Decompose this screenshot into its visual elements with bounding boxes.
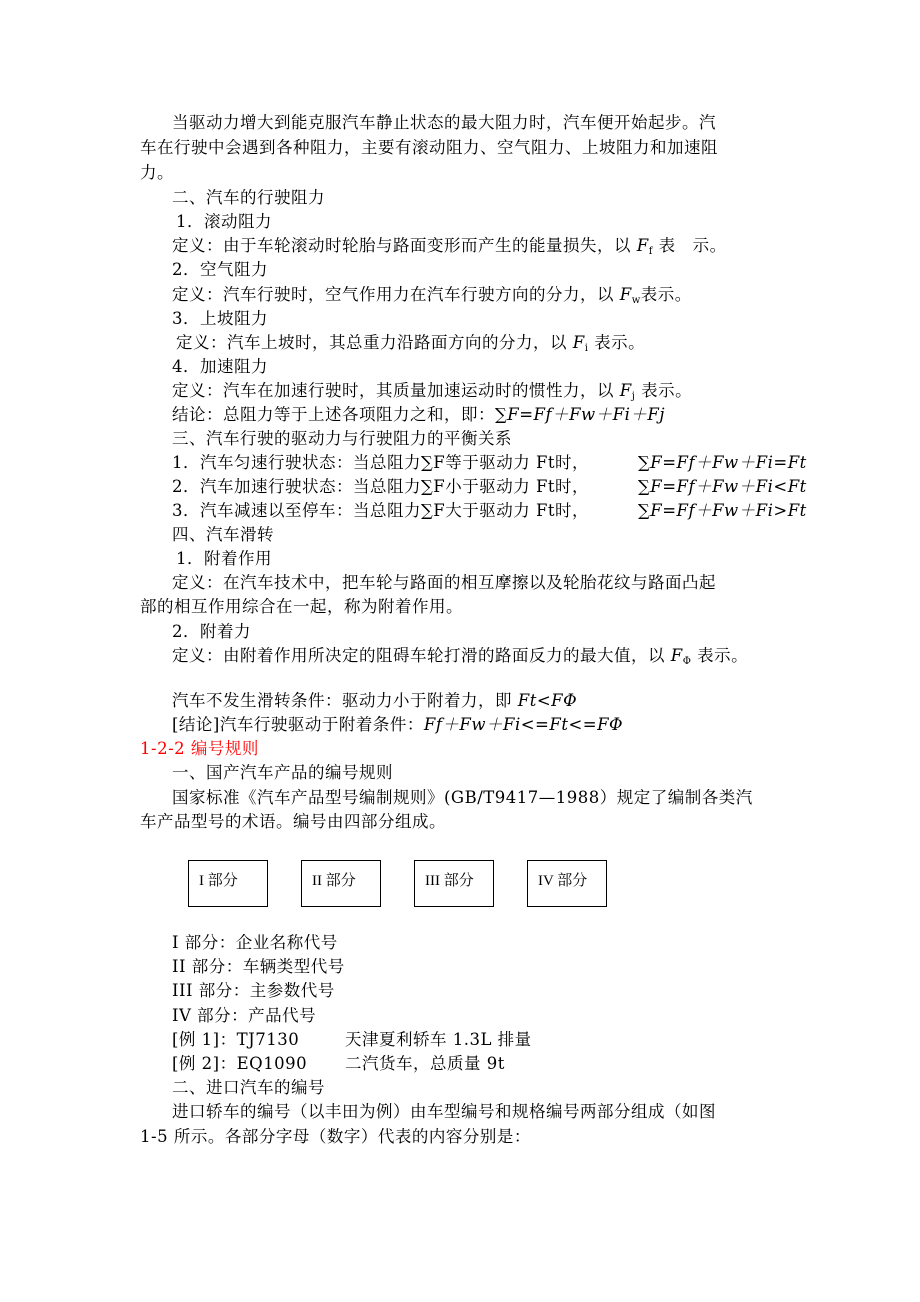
section-3-state-3: 3．汽车减速以至停车：当总阻力∑F大于驱动力 Ft时，	[172, 501, 590, 520]
section-3-title: 三、汽车行驶的驱动力与行驶阻力的平衡关系	[172, 429, 512, 448]
part-box-4: IV 部分	[527, 860, 607, 907]
section-3-formula-2: ∑F=Ff＋Fw＋Fi<Ft	[638, 477, 807, 496]
numbering-para-line-1: 国家标准《汽车产品型号编制规则》(GB/T9417—1988）规定了编制各类汽	[172, 788, 753, 807]
section-3-state-2: 2．汽车加速行驶状态：当总阻力∑F小于驱动力 Ft时，	[172, 477, 590, 496]
section-2-def-2: 定义：汽车行驶时，空气作用力在汽车行驶方向的分力，以 $F_w$表示。	[172, 285, 692, 306]
example-1-desc: 天津夏利轿车 1.3L 排量	[345, 1030, 532, 1049]
section-3-formula-3: ∑F=Ff＋Fw＋Fi>Ft	[638, 501, 807, 520]
section-4-title: 四、汽车滑转	[172, 525, 274, 544]
section-4-item-2: 2．附着力	[172, 622, 251, 641]
intro-line-3: 力。	[140, 163, 174, 182]
part-desc-1: I 部分：企业名称代号	[172, 933, 338, 952]
section-4-def-1-line-1: 定义：在汽车技术中，把车轮与路面的相互摩擦以及轮胎花纹与路面凸起	[172, 573, 716, 592]
part-desc-2: II 部分：车辆类型代号	[172, 957, 345, 976]
section-2-item-1: 1．滚动阻力	[176, 212, 272, 231]
numbering-sub-1: 一、国产汽车产品的编号规则	[172, 763, 393, 782]
part-desc-4: IV 部分：产品代号	[172, 1006, 317, 1025]
section-3-formula-1: ∑F=Ff＋Fw＋Fi=Ft	[638, 453, 807, 472]
part-desc-3: III 部分：主参数代号	[172, 981, 335, 1000]
import-para-line-1: 进口轿车的编号（以丰田为例）由车型编号和规格编号两部分组成（如图	[172, 1102, 716, 1121]
part-box-2: II 部分	[301, 860, 381, 907]
example-2-label: [例 2]：EQ1090	[172, 1054, 308, 1073]
section-2-title: 二、汽车的行驶阻力	[172, 188, 325, 207]
numbering-para-line-2: 车产品型号的术语。编号由四部分组成。	[140, 812, 446, 831]
section-2-def-1: 定义：由于车轮滚动时轮胎与路面变形而产生的能量损失，以 $F_f$ 表 示。	[172, 236, 727, 257]
numbering-sub-2: 二、进口汽车的编号	[172, 1078, 325, 1097]
section-2-item-4: 4．加速阻力	[172, 357, 268, 376]
section-1-2-2-heading: 1-2-2 编号规则	[140, 739, 259, 758]
section-2-conclusion: 结论：总阻力等于上述各项阻力之和，即：∑F=Ff＋Fw＋Fi＋Fj	[172, 405, 665, 424]
section-2-def-3: 定义：汽车上坡时，其总重力沿路面方向的分力，以 $F_i$ 表示。	[176, 333, 646, 354]
import-para-line-2: 1-5 所示。各部分字母（数字）代表的内容分别是：	[140, 1127, 531, 1146]
part-box-3: III 部分	[414, 860, 494, 907]
section-4-conclusion: [结论]汽车行驶驱动于附着条件：Ff＋Fw＋Fi<=Ft<=FΦ	[172, 715, 624, 734]
intro-line-2: 车在行驶中会遇到各种阻力，主要有滚动阻力、空气阻力、上坡阻力和加速阻	[140, 138, 718, 157]
part-box-1: I 部分	[188, 860, 268, 907]
section-2-def-4: 定义：汽车在加速行驶时，其质量加速运动时的惯性力，以 $F_j$ 表示。	[172, 381, 693, 402]
section-3-state-1: 1．汽车匀速行驶状态：当总阻力∑F等于驱动力 Ft时，	[172, 453, 590, 472]
intro-line-1: 当驱动力增大到能克服汽车静止状态的最大阻力时，汽车便开始起步。汽	[172, 113, 716, 132]
section-4-def-2: 定义：由附着作用所决定的阻碍车轮打滑的路面反力的最大值，以 $F_\Phi$ 表示。	[172, 646, 749, 667]
section-2-item-2: 2．空气阻力	[172, 260, 268, 279]
section-4-def-1-line-2: 部的相互作用综合在一起，称为附着作用。	[140, 597, 463, 616]
section-4-item-1: 1．附着作用	[176, 549, 272, 568]
section-4-condition: 汽车不发生滑转条件：驱动力小于附着力，即 Ft<FΦ	[172, 691, 578, 710]
example-2-desc: 二汽货车，总质量 9t	[345, 1054, 505, 1073]
example-1-label: [例 1]：TJ7130	[172, 1030, 300, 1049]
section-2-item-3: 3．上坡阻力	[172, 309, 268, 328]
